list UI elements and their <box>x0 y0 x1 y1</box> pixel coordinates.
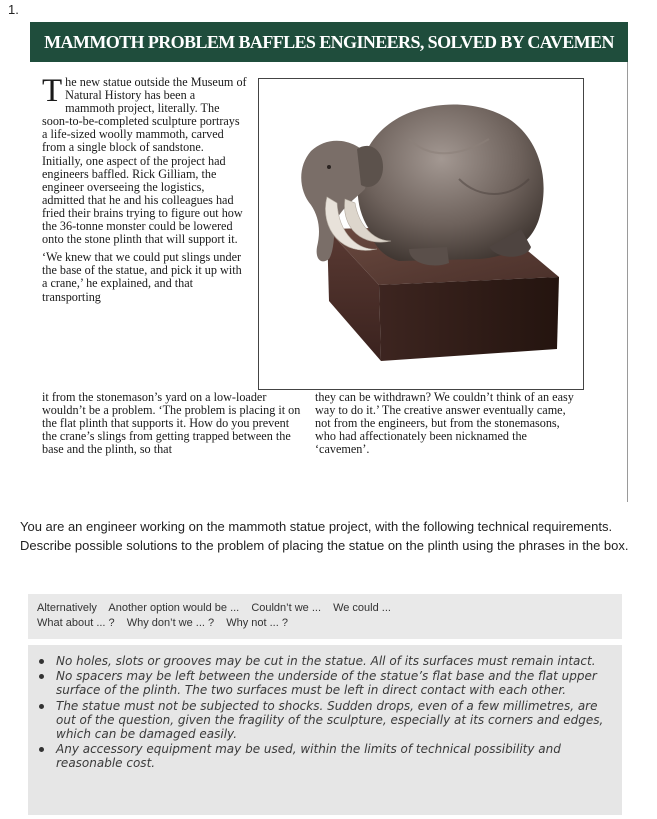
paragraph-1-text: he new statue outside the Museum of Natural History has been a mammoth project, literally. The soon-to-be-completed sculpture portrays a life-sized woolly mammoth, carved from a single block of sandstone. Initially, one aspect of the project had engineers baffled. Rick Gilliam, the engineer overseeing the logistics, admitted that he and his colleagues had fried their brains trying to figure out how the 36-tonne monster could be lowered onto the stone plinth that will support it. <box>42 75 247 247</box>
phrase-row-2 <box>37 617 297 629</box>
article <box>30 22 628 502</box>
phrase: Why not ... ? <box>226 617 288 629</box>
requirement-item: The statue must not be subjected to shocks. Sudden drops, even of a few millimetres, are out of the question, given the fragility of the sculpture, especially at its corners and edges, which can be damaged easily. <box>56 699 614 742</box>
mammoth-statue-image <box>258 78 584 390</box>
technical-requirements-box <box>28 645 622 815</box>
mammoth-statue-illustration <box>259 79 583 389</box>
drop-cap: T <box>42 73 63 109</box>
phrase: Couldn’t we ... <box>251 602 322 614</box>
phrase-row-1 <box>37 602 400 614</box>
phrase: Why don’t we ... ? <box>126 617 215 629</box>
phrase: We could ... <box>333 602 391 614</box>
phrase: Alternatively <box>37 602 97 614</box>
question-number: 1. <box>8 2 19 17</box>
article-column-top-left <box>42 73 247 309</box>
requirement-item: No spacers may be left between the underside of the statue’s flat base and the flat upper surface of the plinth. The two surfaces must be left in direct contact with each other. <box>56 669 614 697</box>
article-column-bottom-right: they can be withdrawn? We couldn’t think of an easy way to do it.’ The creative answer eventually came, not from the engineers, but from the stonemasons, who had affectionately been nicknamed the ‘cavemen’. <box>315 390 574 457</box>
article-column-bottom-left: it from the stonemason’s yard on a low-loader wouldn’t be a problem. ‘The problem is placing it on the flat plinth that supports it. How do you prevent the crane’s slings from getting trapped between the base and the plinth, so that <box>42 390 301 457</box>
article-paragraph-1 <box>42 73 247 247</box>
article-title: MAMMOTH PROBLEM BAFFLES ENGINEERS, SOLVED BY CAVEMEN <box>30 22 628 62</box>
task-instructions: You are an engineer working on the mammoth statue project, with the following technical requirements. Describe possible solutions to the problem of placing the statue on the plinth using the phrases in the box. <box>20 519 629 553</box>
requirements-list <box>28 645 622 771</box>
phrase: Another option would be ... <box>108 602 240 614</box>
requirement-item: No holes, slots or grooves may be cut in the statue. All of its surfaces must remain intact. <box>56 654 614 668</box>
column-rule <box>627 62 628 502</box>
requirement-item: Any accessory equipment may be used, within the limits of technical possibility and reasonable cost. <box>56 742 614 770</box>
phrase: What about ... ? <box>37 617 115 629</box>
article-paragraph-2-start: ‘We knew that we could put slings under the base of the statue, and pick it up with a crane,’ he explained, and that transporting <box>42 250 242 304</box>
useful-phrases-box <box>28 594 622 639</box>
